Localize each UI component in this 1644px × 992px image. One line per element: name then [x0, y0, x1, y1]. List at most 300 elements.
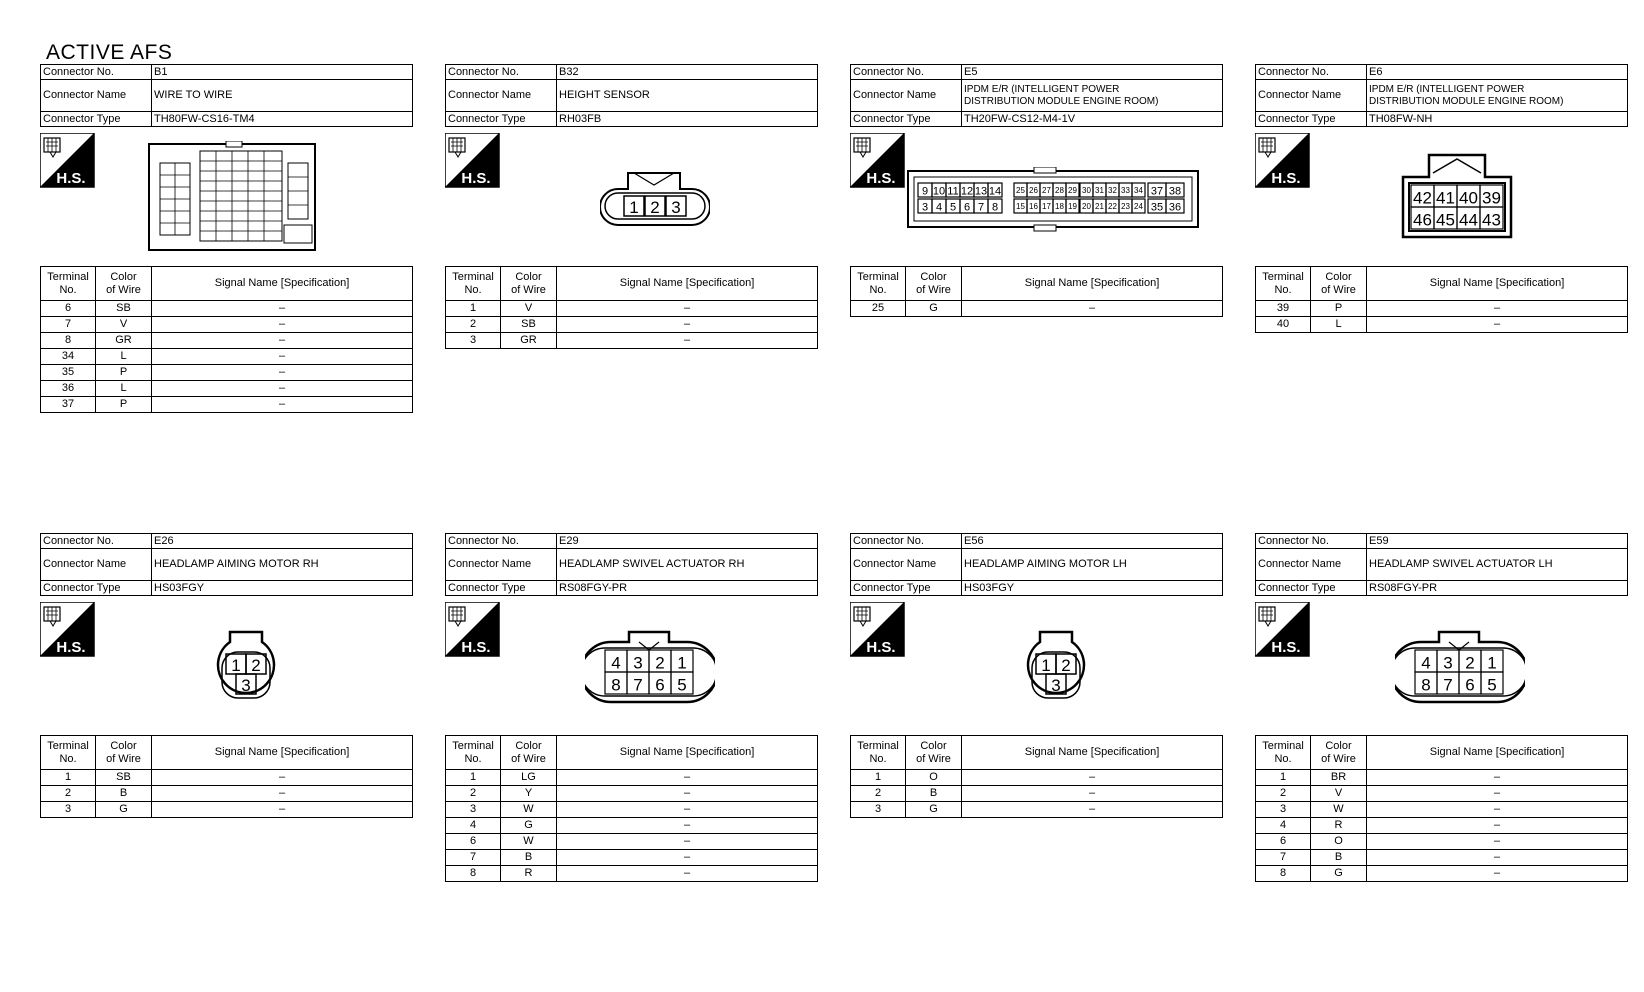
hs-badge-icon — [850, 133, 908, 191]
terminal-table — [445, 735, 818, 882]
connector-block-e26 — [40, 533, 413, 818]
pin-label: 25 — [1016, 186, 1025, 195]
connector-no-label: Connector No. — [851, 65, 962, 80]
svg-text:H.S.: H.S. — [461, 170, 491, 187]
connector-type-value: TH08FW-NH — [1367, 112, 1628, 127]
terminal-cell: 6 — [1256, 834, 1311, 850]
signal-cell: – — [152, 397, 413, 413]
connector-type-value: RS08FGY-PR — [557, 581, 818, 596]
connector-type-label: Connector Type — [1256, 581, 1367, 596]
pin-label: 7 — [633, 675, 643, 695]
connector-no-value: E5 — [962, 65, 1223, 80]
color-cell: O — [906, 770, 962, 786]
pin-label: 27 — [1042, 186, 1051, 195]
color-cell: V — [501, 301, 557, 317]
connector-no-value: E29 — [557, 534, 818, 549]
table-row — [446, 802, 818, 818]
connector-no-label: Connector No. — [41, 65, 152, 80]
svg-text:H.S.: H.S. — [56, 639, 86, 656]
terminal-cell: 4 — [446, 818, 501, 834]
pin-label: 35 — [1150, 201, 1164, 214]
connector-type-label: Connector Type — [446, 581, 557, 596]
table-row — [41, 333, 413, 349]
connector-name-value: HEADLAMP SWIVEL ACTUATOR RH — [557, 549, 818, 581]
connector-type-value: TH20FW-CS12-M4-1V — [962, 112, 1223, 127]
terminal-no-header: Terminal No. — [1256, 736, 1311, 770]
hs-badge-icon — [445, 133, 503, 191]
pin-label: 46 — [1413, 210, 1432, 230]
color-cell: L — [1311, 317, 1367, 333]
table-row — [851, 301, 1223, 317]
terminal-no-header: Terminal No. — [446, 736, 501, 770]
table-row — [41, 802, 413, 818]
connector-face-e6-icon — [1397, 151, 1517, 241]
signal-cell: – — [962, 802, 1223, 818]
color-cell: P — [96, 365, 152, 381]
terminal-cell: 1 — [41, 770, 96, 786]
table-row — [41, 317, 413, 333]
connector-diagram — [850, 596, 1223, 735]
table-row — [1256, 866, 1628, 882]
pin-label: 6 — [1465, 675, 1475, 695]
signal-name-header: Signal Name [Specification] — [1367, 736, 1628, 770]
table-row — [1256, 834, 1628, 850]
terminal-cell: 3 — [851, 802, 906, 818]
svg-text:2: 2 — [251, 656, 261, 675]
connector-no-label: Connector No. — [446, 65, 557, 80]
terminal-no-header: Terminal No. — [41, 736, 96, 770]
color-cell: G — [906, 301, 962, 317]
connector-header — [445, 64, 818, 127]
connector-name-label: Connector Name — [41, 80, 152, 112]
table-row — [41, 301, 413, 317]
connector-face-b1-icon — [148, 141, 318, 253]
connector-name-value: HEIGHT SENSOR — [557, 80, 818, 112]
table-row — [41, 786, 413, 802]
connector-face-e5-icon — [906, 167, 1200, 233]
connector-name-value: HEADLAMP SWIVEL ACTUATOR LH — [1367, 549, 1628, 581]
pin-label: 34 — [1134, 186, 1143, 195]
pin-label: 42 — [1413, 188, 1432, 208]
connector-name-value: IPDM E/R (INTELLIGENT POWER DISTRIBUTION MODULE ENGINE ROOM) — [962, 80, 1223, 112]
pin-label: 36 — [1168, 201, 1182, 214]
connector-type-label: Connector Type — [1256, 112, 1367, 127]
terminal-table — [1255, 735, 1628, 882]
svg-text:1: 1 — [231, 656, 241, 675]
signal-cell: – — [152, 786, 413, 802]
table-row — [446, 786, 818, 802]
pin-label: 32 — [1108, 186, 1117, 195]
terminal-table — [40, 266, 413, 413]
table-row — [446, 317, 818, 333]
connector-type-label: Connector Type — [446, 112, 557, 127]
pin-label: 21 — [1095, 202, 1104, 211]
pin-label: 40 — [1459, 188, 1478, 208]
color-cell: P — [96, 397, 152, 413]
terminal-cell: 2 — [41, 786, 96, 802]
table-row — [446, 834, 818, 850]
connector-header — [1255, 533, 1628, 596]
signal-cell: – — [962, 301, 1223, 317]
pin-label: 31 — [1095, 186, 1104, 195]
connector-no-value: E26 — [152, 534, 413, 549]
pin-label: 20 — [1082, 202, 1091, 211]
connector-header — [40, 533, 413, 596]
pin-label: 5 — [949, 201, 957, 214]
color-cell: B — [1311, 850, 1367, 866]
signal-name-header: Signal Name [Specification] — [962, 736, 1223, 770]
color-of-wire-header: Color of Wire — [96, 736, 152, 770]
connector-name-label: Connector Name — [851, 549, 962, 581]
pin-label: 11 — [947, 185, 959, 198]
signal-cell: – — [152, 381, 413, 397]
terminal-cell: 4 — [1256, 818, 1311, 834]
color-cell: R — [501, 866, 557, 882]
table-row — [1256, 317, 1628, 333]
connector-diagram — [445, 596, 818, 735]
connector-name-label: Connector Name — [41, 549, 152, 581]
connector-no-label: Connector No. — [851, 534, 962, 549]
pin-label: 12 — [960, 185, 974, 198]
terminal-no-header: Terminal No. — [446, 267, 501, 301]
svg-text:H.S.: H.S. — [866, 170, 896, 187]
pin-label: 18 — [1055, 202, 1064, 211]
table-row — [41, 365, 413, 381]
pin-label: 9 — [921, 185, 929, 198]
color-of-wire-header: Color of Wire — [906, 267, 962, 301]
color-cell: O — [1311, 834, 1367, 850]
terminal-cell: 3 — [1256, 802, 1311, 818]
terminal-cell: 3 — [41, 802, 96, 818]
connector-name-value: HEADLAMP AIMING MOTOR LH — [962, 549, 1223, 581]
connector-no-value: B32 — [557, 65, 818, 80]
terminal-no-header: Terminal No. — [1256, 267, 1311, 301]
connector-name-value: IPDM E/R (INTELLIGENT POWER DISTRIBUTION MODULE ENGINE ROOM) — [1367, 80, 1628, 112]
connector-block-b32 — [445, 64, 818, 349]
color-cell: W — [501, 802, 557, 818]
terminal-table — [1255, 266, 1628, 333]
terminal-cell: 2 — [1256, 786, 1311, 802]
pin-label: 28 — [1055, 186, 1064, 195]
pin-label: 39 — [1482, 188, 1501, 208]
table-row — [1256, 850, 1628, 866]
terminal-cell: 2 — [446, 786, 501, 802]
pin-label: 22 — [1108, 202, 1117, 211]
pin-label: 7 — [1443, 675, 1453, 695]
color-cell: G — [501, 818, 557, 834]
connector-block-e5 — [850, 64, 1223, 317]
pin-label: 19 — [1068, 202, 1077, 211]
color-cell: P — [1311, 301, 1367, 317]
terminal-cell: 35 — [41, 365, 96, 381]
signal-name-header: Signal Name [Specification] — [557, 736, 818, 770]
terminal-no-header: Terminal No. — [851, 736, 906, 770]
signal-cell: – — [557, 834, 818, 850]
signal-cell: – — [1367, 866, 1628, 882]
color-cell: L — [96, 381, 152, 397]
svg-text:H.S.: H.S. — [461, 639, 491, 656]
color-cell: W — [1311, 802, 1367, 818]
terminal-table — [445, 266, 818, 349]
hs-badge-icon — [40, 133, 98, 191]
terminal-cell: 1 — [1256, 770, 1311, 786]
connector-header — [40, 64, 413, 127]
terminal-cell: 1 — [446, 301, 501, 317]
terminal-cell: 37 — [41, 397, 96, 413]
connector-diagram — [445, 127, 818, 266]
hs-badge-icon — [40, 602, 98, 660]
pin-label: 4 — [935, 201, 943, 214]
signal-cell: – — [152, 802, 413, 818]
signal-cell: – — [962, 770, 1223, 786]
pin-label: 8 — [991, 201, 999, 214]
connector-no-value: B1 — [152, 65, 413, 80]
svg-text:3: 3 — [1051, 676, 1061, 695]
connector-no-label: Connector No. — [1256, 534, 1367, 549]
terminal-table — [40, 735, 413, 818]
terminal-cell: 7 — [1256, 850, 1311, 866]
terminal-cell: 8 — [1256, 866, 1311, 882]
pin-label: 14 — [988, 185, 1002, 198]
connector-type-value: HS03FGY — [962, 581, 1223, 596]
pin-label: 8 — [611, 675, 621, 695]
terminal-cell: 3 — [446, 333, 501, 349]
connector-no-value: E59 — [1367, 534, 1628, 549]
color-cell: G — [1311, 866, 1367, 882]
connector-face-b32-icon — [600, 165, 710, 235]
connector-header — [850, 64, 1223, 127]
signal-cell: – — [1367, 301, 1628, 317]
connector-block-e59 — [1255, 533, 1628, 882]
svg-text:3: 3 — [671, 198, 681, 217]
connector-type-label: Connector Type — [851, 581, 962, 596]
svg-text:2: 2 — [650, 198, 660, 217]
color-cell: SB — [501, 317, 557, 333]
signal-cell: – — [557, 317, 818, 333]
color-cell: GR — [96, 333, 152, 349]
signal-cell: – — [1367, 770, 1628, 786]
connector-block-e56 — [850, 533, 1223, 818]
pin-label: 45 — [1436, 210, 1455, 230]
terminal-no-header: Terminal No. — [851, 267, 906, 301]
connector-name-label: Connector Name — [446, 80, 557, 112]
pin-label: 13 — [974, 185, 988, 198]
color-cell: BR — [1311, 770, 1367, 786]
pin-label: 16 — [1029, 202, 1038, 211]
pin-label: 3 — [633, 653, 643, 673]
signal-cell: – — [152, 317, 413, 333]
pin-label: 8 — [1421, 675, 1431, 695]
color-of-wire-header: Color of Wire — [501, 736, 557, 770]
hs-badge-icon — [1255, 133, 1313, 191]
table-row — [446, 770, 818, 786]
connector-name-label: Connector Name — [1256, 80, 1367, 112]
pin-label: 4 — [1421, 653, 1431, 673]
terminal-cell: 7 — [446, 850, 501, 866]
color-cell: V — [96, 317, 152, 333]
terminal-cell: 2 — [851, 786, 906, 802]
connector-name-label: Connector Name — [851, 80, 962, 112]
signal-cell: – — [962, 786, 1223, 802]
pin-label: 7 — [977, 201, 985, 214]
color-cell: B — [501, 850, 557, 866]
connector-block-b1 — [40, 64, 413, 413]
table-row — [851, 802, 1223, 818]
pin-label: 3 — [1443, 653, 1453, 673]
signal-name-header: Signal Name [Specification] — [557, 267, 818, 301]
connector-type-value: TH80FW-CS16-TM4 — [152, 112, 413, 127]
connector-no-value: E6 — [1367, 65, 1628, 80]
signal-cell: – — [557, 786, 818, 802]
terminal-cell: 7 — [41, 317, 96, 333]
color-cell: B — [96, 786, 152, 802]
signal-cell: – — [1367, 850, 1628, 866]
pin-label: 10 — [932, 185, 946, 198]
pin-label: 1 — [1487, 653, 1497, 673]
pin-label: 5 — [1487, 675, 1497, 695]
connector-no-value: E56 — [962, 534, 1223, 549]
table-row — [41, 397, 413, 413]
svg-text:2: 2 — [1061, 656, 1071, 675]
table-row — [41, 381, 413, 397]
table-row — [1256, 301, 1628, 317]
connector-no-label: Connector No. — [1256, 65, 1367, 80]
table-row — [1256, 802, 1628, 818]
connector-name-label: Connector Name — [1256, 549, 1367, 581]
pin-label: 5 — [677, 675, 687, 695]
signal-cell: – — [152, 333, 413, 349]
connector-diagram — [850, 127, 1223, 266]
color-cell: R — [1311, 818, 1367, 834]
color-cell: G — [906, 802, 962, 818]
connector-no-label: Connector No. — [446, 534, 557, 549]
table-row — [1256, 818, 1628, 834]
signal-cell: – — [152, 770, 413, 786]
terminal-table — [850, 266, 1223, 317]
terminal-cell: 2 — [446, 317, 501, 333]
connector-block-e29 — [445, 533, 818, 882]
signal-cell: – — [557, 301, 818, 317]
connector-header — [445, 533, 818, 596]
terminal-cell: 1 — [851, 770, 906, 786]
terminal-cell: 8 — [446, 866, 501, 882]
connector-type-label: Connector Type — [41, 581, 152, 596]
table-row — [446, 866, 818, 882]
signal-name-header: Signal Name [Specification] — [1367, 267, 1628, 301]
signal-name-header: Signal Name [Specification] — [152, 736, 413, 770]
pin-label: 6 — [655, 675, 665, 695]
pin-label: 2 — [655, 653, 665, 673]
pin-label: 2 — [1465, 653, 1475, 673]
pin-label: 26 — [1029, 186, 1038, 195]
color-cell: G — [96, 802, 152, 818]
connector-header — [850, 533, 1223, 596]
color-cell: W — [501, 834, 557, 850]
table-row — [446, 301, 818, 317]
pin-label: 44 — [1459, 210, 1478, 230]
connector-diagram — [40, 596, 413, 735]
color-of-wire-header: Color of Wire — [501, 267, 557, 301]
color-cell: Y — [501, 786, 557, 802]
color-of-wire-header: Color of Wire — [1311, 736, 1367, 770]
table-row — [446, 818, 818, 834]
svg-text:H.S.: H.S. — [56, 170, 86, 187]
pin-label: 4 — [611, 653, 621, 673]
connector-no-label: Connector No. — [41, 534, 152, 549]
pin-label: 1 — [677, 653, 687, 673]
signal-cell: – — [557, 818, 818, 834]
pin-label: 30 — [1082, 186, 1091, 195]
connector-face-e59-icon — [1395, 628, 1525, 708]
color-cell: GR — [501, 333, 557, 349]
signal-cell: – — [557, 333, 818, 349]
connector-type-label: Connector Type — [41, 112, 152, 127]
terminal-no-header: Terminal No. — [41, 267, 96, 301]
signal-cell: – — [557, 850, 818, 866]
terminal-cell: 1 — [446, 770, 501, 786]
connector-type-value: HS03FGY — [152, 581, 413, 596]
svg-text:H.S.: H.S. — [866, 639, 896, 656]
table-row — [41, 770, 413, 786]
terminal-cell: 3 — [446, 802, 501, 818]
connector-face-e26-icon — [208, 628, 284, 710]
color-cell: B — [906, 786, 962, 802]
signal-cell: – — [1367, 786, 1628, 802]
table-row — [851, 770, 1223, 786]
connector-type-label: Connector Type — [851, 112, 962, 127]
svg-text:H.S.: H.S. — [1271, 170, 1301, 187]
connector-diagram — [1255, 596, 1628, 735]
table-row — [1256, 770, 1628, 786]
connector-block-e6 — [1255, 64, 1628, 333]
signal-cell: – — [1367, 317, 1628, 333]
hs-badge-icon — [445, 602, 503, 660]
terminal-cell: 25 — [851, 301, 906, 317]
svg-text:1: 1 — [629, 198, 639, 217]
signal-name-header: Signal Name [Specification] — [962, 267, 1223, 301]
connector-diagram — [40, 127, 413, 266]
pin-label: 3 — [921, 201, 929, 214]
pin-label: 38 — [1168, 185, 1182, 198]
terminal-cell: 8 — [41, 333, 96, 349]
connector-type-value: RS08FGY-PR — [1367, 581, 1628, 596]
color-cell: V — [1311, 786, 1367, 802]
connector-name-value: WIRE TO WIRE — [152, 80, 413, 112]
terminal-cell: 40 — [1256, 317, 1311, 333]
hs-badge-icon — [1255, 602, 1313, 660]
signal-cell: – — [152, 365, 413, 381]
signal-cell: – — [152, 301, 413, 317]
connector-diagram — [1255, 127, 1628, 266]
svg-text:1: 1 — [1041, 656, 1051, 675]
color-cell: LG — [501, 770, 557, 786]
pin-label: 29 — [1068, 186, 1077, 195]
signal-cell: – — [152, 349, 413, 365]
table-row — [446, 333, 818, 349]
pin-label: 15 — [1016, 202, 1025, 211]
terminal-cell: 36 — [41, 381, 96, 397]
pin-label: 43 — [1482, 210, 1501, 230]
connector-name-label: Connector Name — [446, 549, 557, 581]
pin-label: 37 — [1150, 185, 1164, 198]
page-title: ACTIVE AFS — [46, 41, 173, 64]
color-cell: SB — [96, 770, 152, 786]
connector-face-e29-icon — [585, 628, 715, 708]
table-row — [41, 349, 413, 365]
terminal-table — [850, 735, 1223, 818]
signal-name-header: Signal Name [Specification] — [152, 267, 413, 301]
connector-name-value: HEADLAMP AIMING MOTOR RH — [152, 549, 413, 581]
